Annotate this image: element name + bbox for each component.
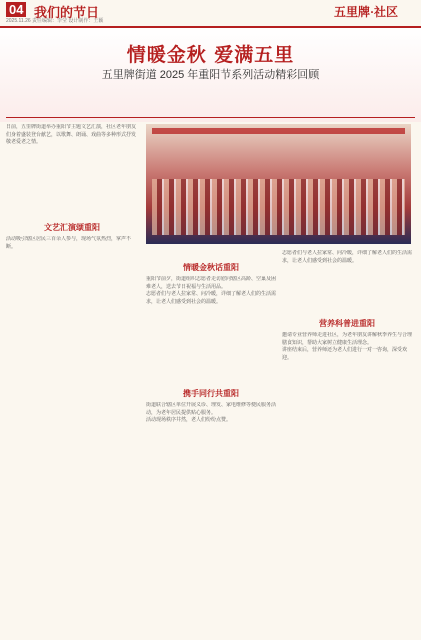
subheadline: 五里牌街道 2025 年重阳节系列活动精彩回顾 [101,69,320,81]
article-column-2 [146,276,276,384]
article-column-5 [282,332,412,634]
article-column-1 [6,124,138,220]
paragraph: 日前，五里牌街道举办重阳节主题文艺汇演，社区老年朋友们身着盛装登台献艺，以歌舞、朗诵、戏曲等多种形式抒发敬老爱老之情。 [6,124,137,145]
paragraph: 讲座结束后，营养师还为老人们进行一对一咨询，深受欢迎。 [282,347,408,361]
paragraph: 活动现场秩序井然，老人们纷纷点赞。 [146,417,232,423]
column-subhead-1: 文艺汇演颂重阳 [44,222,100,232]
column-subhead-4: 营养科普进重阳 [319,318,375,328]
photo-crowd [152,179,405,235]
column-subhead-2: 情暖金秋话重阳 [183,262,239,272]
article-column-1b [6,236,138,634]
issue-meta: 2025.11.26 责任编辑：李莹 设计制作：王颖 [6,18,104,24]
photo-banner [152,128,405,134]
section-title: 我们的节日 [34,5,100,20]
event-photo [146,124,411,244]
article-column-3 [146,402,276,634]
paragraph: 邀请专业营养师走进社区，为老年朋友讲解秋季养生与合理膳食知识，帮助大家树立健康生活理念。 [282,332,412,346]
rule [6,117,415,118]
paragraph: 街道联合辖区单位开展义诊、理发、家电维修等便民服务活动，为老年居民提供贴心服务。 [146,402,276,416]
paragraph: 志愿者们与老人拉家常、问冷暖，详细了解老人们的生活需求，让老人们感受到社会的温暖。 [282,250,412,264]
paragraph: 重阳节前夕，街道组织志愿者走访慰问辖区高龄、空巢及困难老人，送去节日祝福与生活用品。 [146,276,276,290]
page-number: 04 [6,2,26,17]
page-header [0,0,421,28]
paragraph: 活动吸引辖区居民三百余人参与，现场气氛热烈，掌声不断。 [6,236,132,250]
headline: 情暖金秋 爱满五里 [126,44,295,66]
column-subhead-3: 携手同行共重阳 [183,388,239,398]
masthead-logo: 五里牌·社区 [334,5,399,19]
paragraph: 志愿者们与老人拉家常、问冷暖，详细了解老人们的生活需求，让老人们感受到社会的温暖。 [146,291,276,305]
